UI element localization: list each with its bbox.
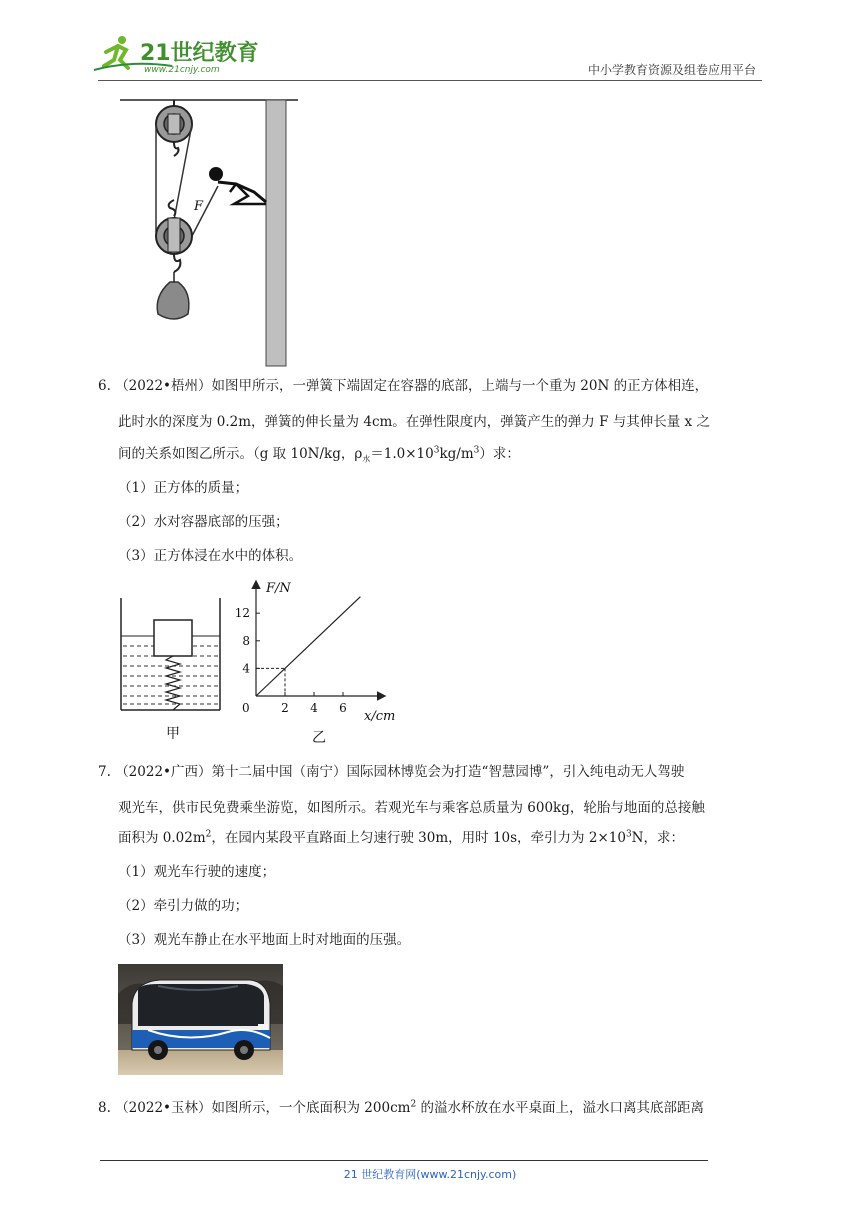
- logo-url: www.21cnjy.com: [144, 65, 220, 75]
- q7-sub1: （1）观光车行驶的速度；: [118, 864, 276, 880]
- q6-source: （2022•梧州）: [115, 378, 212, 394]
- q6-line3-b: ＝1.0×10: [370, 446, 434, 462]
- force-label: F: [194, 199, 204, 214]
- platform-name: 中小学教育资源及组卷应用平台: [587, 63, 756, 77]
- figure-label-a: 甲: [166, 726, 180, 742]
- q6-line3-sup1: 3: [433, 445, 440, 456]
- x-axis-label: x/cm: [364, 709, 396, 724]
- q8-line1: [98, 1098, 704, 1118]
- footer-divider: [100, 1160, 708, 1161]
- q8-source: （2022•玉林）: [115, 1100, 212, 1116]
- q7-line3-sup: 2: [205, 829, 212, 840]
- data-series-line: [256, 597, 360, 696]
- figure-label-b: 乙: [312, 730, 326, 746]
- q6-line3-d: ）求：: [479, 446, 520, 462]
- q6-line2: 此时水的深度为 0.2m，弹簧的伸长量为 4cm。在弹性限度内，弹簧产生的弹力 F 与其伸长量 x 之: [118, 414, 710, 430]
- q6-sub1: （1）正方体的质量；: [118, 480, 249, 496]
- q6-line1: [98, 376, 708, 396]
- y-tick-label: 4: [242, 661, 250, 676]
- q7-sub3: （3）观光车静止在水平地面上时对地面的压强。: [118, 932, 411, 948]
- sightseeing-bus-photo: [118, 964, 283, 1075]
- container-figure: [118, 596, 228, 746]
- q7-text-1: 第十二届中国（南宁）国际园林博览会为打造“智慧园博”，引入纯电动无人驾驶: [211, 764, 685, 780]
- q7-line3: [118, 828, 684, 848]
- x-tick-label: 4: [310, 701, 318, 715]
- origin-label: 0: [242, 701, 250, 715]
- q7-source: （2022•广西）: [115, 764, 212, 780]
- q7-line3-a: 面积为 0.02m: [118, 830, 206, 846]
- y-tick-label: 12: [234, 606, 250, 621]
- q8-number: 8.: [98, 1100, 111, 1116]
- q7-sub2: （2）牵引力做的功；: [118, 898, 249, 914]
- q7-line3-b: ，在园内某段平直路面上匀速行驶 30m，用时 10s，牵引力为 2×10: [211, 830, 626, 846]
- y-tick-label: 8: [242, 633, 250, 648]
- q7-line3-sup2: 3: [625, 829, 632, 840]
- q7-line1: [98, 762, 684, 782]
- y-axis-label: F/N: [266, 581, 291, 596]
- fx-chart: [232, 576, 407, 746]
- q6-line3-c: kg/m: [439, 446, 474, 462]
- q7-line3-c: N，求：: [631, 830, 684, 846]
- site-logo: [92, 30, 262, 80]
- q6-line3: [118, 444, 520, 464]
- q6-sub3: （3）正方体浸在水中的体积。: [118, 548, 303, 564]
- q6-line3-sub: 水: [362, 454, 371, 464]
- q6-line3-a: 间的关系如图乙所示。（g 取 10N/kg，ρ: [118, 446, 363, 462]
- footer-link[interactable]: 21 世纪教育网(www.21cnjy.com): [343, 1168, 517, 1181]
- q6-sub2: （2）水对容器底部的压强；: [118, 514, 289, 530]
- q8-text-sup: 2: [410, 1099, 417, 1110]
- pulley-figure: [118, 92, 303, 370]
- x-tick-label: 2: [281, 701, 289, 715]
- q6-line3-sup2: 3: [473, 445, 480, 456]
- logo-text: 21世纪教育: [140, 41, 259, 66]
- q6-text-1: 如图甲所示，一弹簧下端固定在容器的底部，上端与一个重为 20N 的正方体相连，: [211, 378, 709, 394]
- x-tick-label: 6: [339, 701, 347, 715]
- q7-line2: 观光车，供市民免费乘坐游览，如图所示。若观光车与乘客总质量为 600kg，轮胎与地面的总接触: [118, 800, 705, 816]
- header-divider: [98, 80, 762, 81]
- q6-number: 6.: [98, 378, 111, 394]
- q8-text-b: 的溢水杯放在水平桌面上，溢水口离其底部距离: [416, 1100, 704, 1116]
- q8-text-a: 如图所示，一个底面积为 200cm: [211, 1100, 411, 1116]
- q7-number: 7.: [98, 764, 111, 780]
